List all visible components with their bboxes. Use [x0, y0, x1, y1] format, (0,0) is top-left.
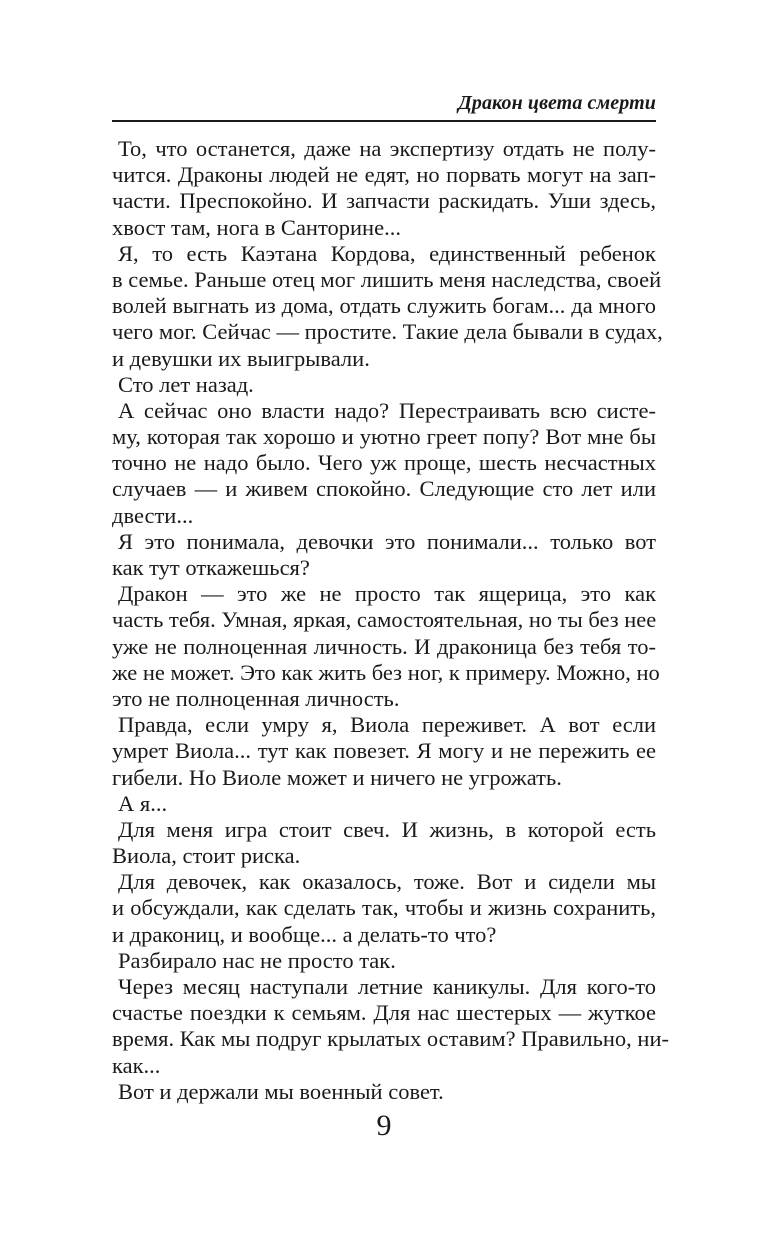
text-line: в семье. Раньше отец мог лишить меня наследства, своей: [112, 266, 662, 292]
text-line: и обсуждали, как сделать так, чтобы и жизнь сохранить,: [112, 895, 656, 921]
paragraph: [112, 240, 663, 372]
text-line: А я...: [118, 790, 168, 816]
paragraph: [112, 581, 660, 712]
text-line: гибели. Но Виоле может и ничего не угрожать.: [112, 764, 562, 790]
text-line: части. Преспокойно. И запчасти раскидать. Уши здесь,: [112, 188, 656, 214]
paragraph: [112, 136, 656, 241]
text-line: точно не надо было. Чего уж проще, шесть несчастных: [112, 450, 656, 476]
text-line: и девушки их выигрывали.: [112, 345, 370, 371]
text-line: счастье поездки к семьям. Для нас шестерых — жуткое: [112, 1000, 656, 1026]
text-line: чего мог. Сейчас — простите. Такие дела бывали в судах,: [112, 319, 663, 345]
text-line: двести...: [112, 502, 194, 528]
header-rule: [112, 120, 656, 122]
text-line: Вот и держали мы военный совет.: [118, 1078, 444, 1104]
text-line: случаев — и живем спокойно. Следующие сто лет или: [112, 476, 656, 502]
paragraph: [112, 1079, 656, 1105]
paragraph: [112, 817, 656, 869]
text-line: волей выгнать из дома, отдать служить богам... да много: [112, 293, 656, 319]
running-header: Дракон цвета смерти: [458, 92, 656, 114]
text-line: часть тебя. Умная, яркая, самостоятельная, но ты без нее: [112, 607, 657, 633]
text-line: Я это понимала, девочки это понимали... только вот: [118, 528, 656, 554]
paragraph: [112, 869, 656, 948]
text-line: время. Как мы подруг крылатых оставим? Правильно, ни-: [112, 1026, 669, 1052]
text-line: А сейчас оно власти надо? Перестраивать всю систе-: [118, 397, 656, 423]
text-line: умрет Виола... тут как повезет. Я могу и не пережить ее: [112, 738, 656, 764]
text-line: То, что останется, даже на экспертизу отдать не полу-: [118, 136, 656, 161]
paragraph: [112, 372, 656, 398]
text-line: же не может. Это как жить без ног, к примеру. Можно, но: [112, 659, 660, 685]
paragraph: [112, 974, 669, 1079]
paragraph: [112, 398, 656, 529]
text-line: как тут откажешься?: [112, 555, 310, 580]
page-number: 9: [376, 1109, 392, 1142]
text-line: Для девочек, как оказалось, тоже. Вот и сидели мы: [118, 869, 656, 895]
paragraph: [112, 791, 656, 817]
paragraph: [112, 948, 656, 974]
text-line: Через месяц наступали летние каникулы. Для кого-то: [118, 974, 656, 999]
paragraph: [112, 529, 656, 581]
text-line: и дракониц, и вообще... а делать-то что?: [112, 921, 497, 947]
text-line: это не полноценная личность.: [112, 685, 400, 711]
text-line: Для меня игра стоит свеч. И жизнь, в которой есть: [118, 816, 656, 842]
text-line: Дракон — это же не просто так ящерица, это как: [118, 581, 656, 607]
text-line: чится. Драконы людей не едят, но порвать могут на зап-: [112, 162, 656, 188]
text-line: Я, то есть Каэтана Кордова, единственный ребенок: [118, 240, 656, 266]
text-line: Сто лет назад.: [118, 371, 254, 397]
text-line: как...: [112, 1052, 161, 1078]
text-line: хвост там, нога в Санторине...: [112, 214, 401, 240]
text-line: Виола, стоит риска.: [112, 843, 301, 869]
text-line: му, которая так хорошо и уютно греет попу? Вот мне бы: [112, 424, 656, 450]
text-line: уже не полноценная личность. И драконица без тебя то-: [112, 633, 656, 659]
text-line: Разбирало нас не просто так.: [118, 947, 396, 973]
body-text: [112, 136, 669, 1105]
paragraph: [112, 712, 656, 791]
text-line: Правда, если умру я, Виола переживет. А вот если: [118, 712, 656, 738]
